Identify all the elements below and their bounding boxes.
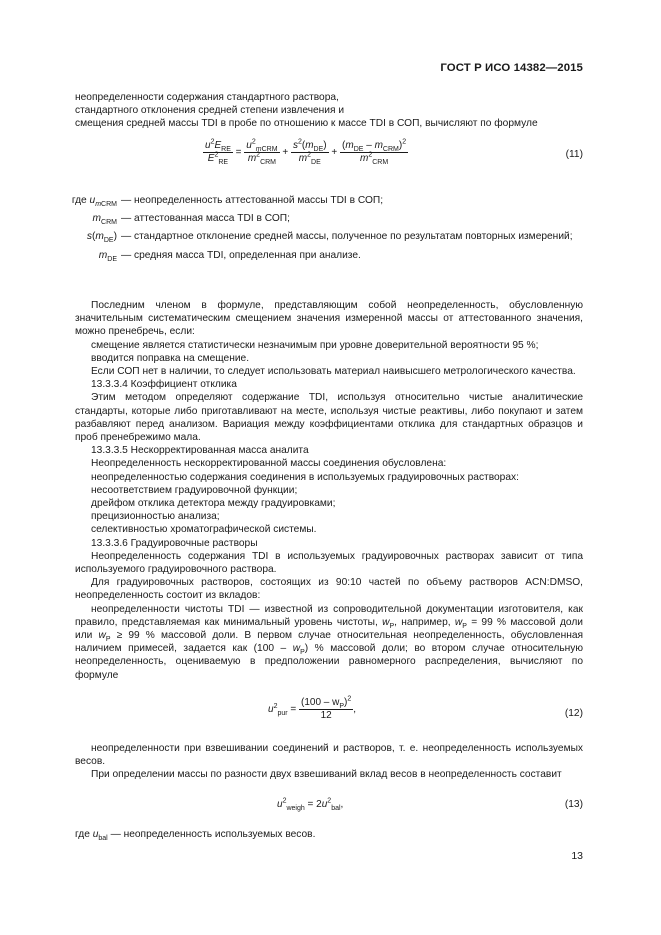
paragraph: При определении массы по разности двух взвешиваний вклад весов в неопределенность составит [91,769,562,781]
formula-11: $\frac{u^2E_{RE}}{E^2_{RE}}$ = $\frac{u^2_{mCRM}}{m^2_{CRM}}$ + $\frac{s^2(m_{DE})}{m^2_{DE}}$ + $\frac{(m_{DE} - m_{CRM})^2}{m^2_{CRM}}$ [205,138,407,166]
formula-13-number: (13) [564,799,583,810]
paragraph: неопределенности при взвешивании соединений и растворов, т. е. неопределенность используемых весов. [75,743,583,768]
list-item: несоответствием градуировочной функции; [91,484,298,496]
paragraph: вводится поправка на смещение. [91,352,250,364]
definition-row: $m_{DE}$ — средняя масса TDI, определенная при анализе. [47,249,583,262]
paragraph: Последним членом в формуле, представляющим собой неопределенность, обусловленную значительным систематическим смещением значения измеренной массы от аттестованного значения, можно пренебречь, если: [75,300,583,338]
intro-line: смещения средней массы TDI в пробе по отношению к массе TDI в СОП, вычисляют по формуле [75,118,538,130]
paragraph: Этим методом определяют содержание TDI, используя относительно чистые аналитические стандарты, которые либо приготавливают на месте, используя чистые реактивы, либо покупают и затем разбавляют перед анализом. Вариация между коэффициентами отклика для стандартных образцов и проб пренебрежимо мала. [75,392,583,444]
section-heading: 13.3.3.6 Градуировочные растворы [91,537,258,549]
definition-text: — неопределенность аттестованной массы TDI в СОП; [121,195,384,206]
final-definition: где $u_{bal}$ — неопределенность используемых весов. [75,829,316,843]
intro-line: стандартного отклонения средней степени извлечения и [75,105,345,117]
intro-line: неопределенности содержания стандартного раствора, [75,92,339,103]
section-heading: 13.3.3.4 Коэффициент отклика [91,379,237,391]
formula-11-number: (11) [565,149,583,160]
final-definition-text: — неопределенность используемых весов. [110,829,316,840]
list-item: селективностью хроматографической системы. [91,524,317,536]
purity-paragraph: неопределенности чистоты TDI — известной из сопроводительной документации изготовителя, как правило, представляемая как минимальный уровень чистоты, $w_P$, например, $w_P = 99$ % массовой доли или $w_P \ge 99$ % массовой доли. В первом случае относительная неопределенность, обусловленная наличием примесей, задается как $(100 - w_P)$ % массовой доли; во втором случае относительную неопределенность, оцениваемую в предположении равномерного распределения, вычисляют по формуле [75,603,584,681]
formula-13: $u^2_{weigh} = 2u^2_{bal}$, [277,797,344,812]
document-id-header: ГОСТ Р ИСО 14382—2015 [440,62,583,74]
body-text [75,299,583,682]
section-heading: 13.3.3.5 Нескорректированная масса аналита [91,445,309,457]
definition-row: $m_{CRM}$ — аттестованная масса TDI в СОП; [47,212,583,225]
definition-text: — аттестованная масса TDI в СОП; [121,213,290,225]
definition-row: $s(m_{DE})$ — стандартное отклонение средней массы, полученное по результатам повторных измерений; [47,230,583,243]
list-item: дрейфом отклика детектора между градуировками; [91,498,336,510]
list-item: неопределенностью содержания соединения в используемых градуировочных растворах: [91,471,519,483]
formula-12: $u^2_{pur}$ = $\frac{(100 - w_P)^2}{12}$ , [268,695,357,721]
list-item: прецизионностью анализа; [91,511,220,523]
definition-text: — стандартное отклонение средней массы, полученное по результатам повторных измерений; [121,231,573,243]
paragraph: Если СОП нет в наличии, то следует использовать материал наивысшего метрологического качества. [91,366,576,378]
defs-lead: где [71,195,87,206]
formula-12-number: (12) [564,708,583,719]
symbol-definitions [47,194,583,267]
weighing-text [75,742,583,782]
definition-text: — средняя масса TDI, определенная при анализе. [121,249,361,261]
page-number: 13 [571,850,583,862]
paragraph: Неопределенность содержания TDI в используемых градуировочных растворах зависит от типа используемого градуировочного раствора. [75,550,583,576]
intro-block [75,91,583,131]
paragraph: Для градуировочных растворов, состоящих из 90:10 частей по объему растворов ACN:DMSO, неопределенность состоит из вкладов: [75,577,583,602]
definition-row: где $u_{mCRM}$ — неопределенность аттестованной массы TDI в СОП; [47,194,583,207]
paragraph: смещение является статистически незначимым при уровне доверительной вероятности 95 %; [91,339,539,351]
paragraph: Неопределенность нескорректированной массы соединения обусловлена: [91,458,447,470]
